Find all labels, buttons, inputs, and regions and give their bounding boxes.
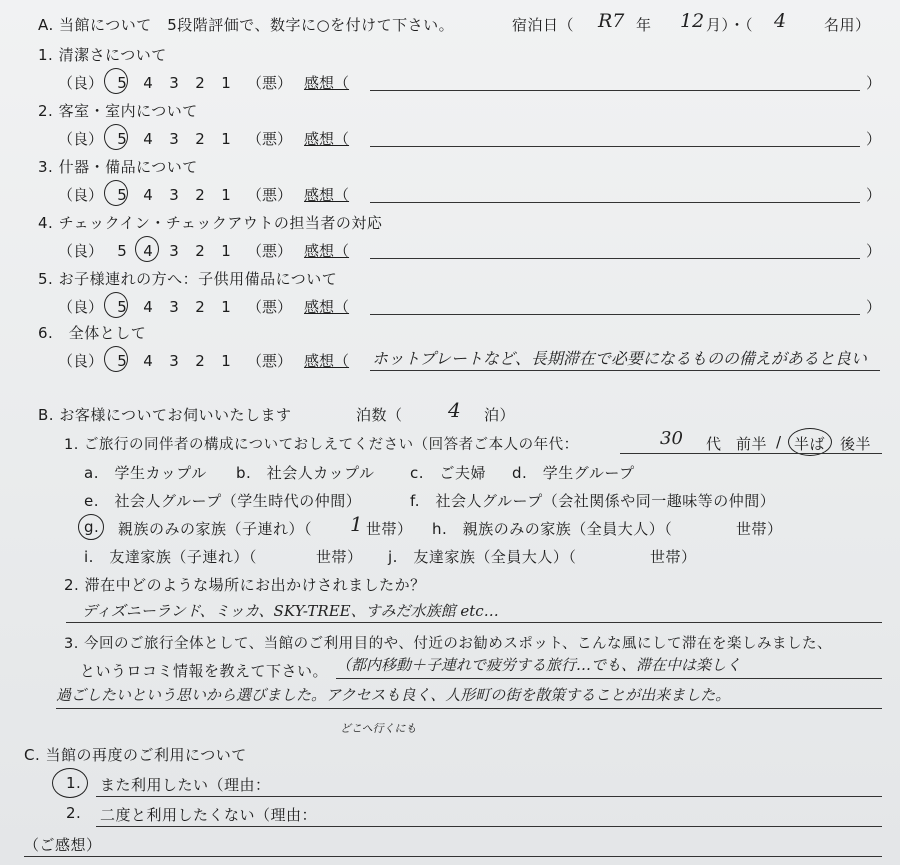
scale-5: 5 [117, 130, 127, 148]
option-g-count: 1 [350, 512, 363, 536]
option-2-num: 2. [66, 804, 82, 822]
scale-4: 4 [143, 242, 153, 260]
nights-value: 4 [448, 398, 461, 422]
q2-answer: ディズニーランド、ミッカ、SKY-TREE、すみだ水族館 etc… [82, 602, 499, 620]
stay-date-label: 宿泊日（ [512, 16, 575, 34]
bad-label: （悪） [247, 74, 293, 92]
q3-line-1 [336, 678, 882, 679]
option-j-setai: 世帯） [650, 548, 697, 566]
comment-line-1 [370, 90, 860, 91]
option-d: d. 学生グループ [512, 464, 635, 482]
reason-line-2 [96, 826, 882, 827]
bad-label: （悪） [247, 130, 293, 148]
q3-label-line1: 3. 今回のご旅行全体として、当館のご利用目的や、付近のお勧めスポット、こんな風にして滞在を楽しみました、 [64, 636, 833, 652]
age-line [620, 453, 882, 454]
section-a-heading: A. 当館について 5段階評価で、数字に○を付けて下さい。 [38, 16, 455, 34]
rating-row-2 [58, 128, 349, 149]
comment-line [24, 856, 882, 857]
option-f: f. 社会人グループ（会社関係や同一趣味等の仲間） [410, 492, 776, 510]
nights-suffix: 泊） [484, 406, 516, 424]
scale-4: 4 [143, 74, 153, 92]
scale-2: 2 [195, 74, 205, 92]
scale-1: 1 [221, 298, 231, 316]
selected-circle-3 [104, 180, 128, 206]
selected-circle-5 [104, 292, 128, 318]
scale-4: 4 [143, 130, 153, 148]
scale-5: 5 [117, 242, 127, 260]
scale-2: 2 [195, 242, 205, 260]
scale-5: 5 [117, 186, 127, 204]
option-1-circle [52, 768, 88, 798]
selected-circle-2 [104, 124, 128, 150]
good-label: （良） [58, 186, 104, 204]
year-label: 年 [636, 16, 652, 34]
scale-1: 1 [221, 186, 231, 204]
option-e: e. 社会人グループ（学生時代の仲間） [84, 492, 362, 510]
age-slash: / [776, 433, 782, 451]
q3-answer-line1: （都内移動＋子連れで疲労する旅行…でも、滞在中は楽しく [336, 656, 742, 674]
stay-month-value: 12 [680, 10, 705, 32]
close-paren: ） [866, 130, 882, 148]
impression-label: 感想（ [304, 298, 350, 316]
q2-line [66, 622, 882, 623]
bad-label: （悪） [247, 298, 293, 316]
option-h: h. 親族のみの家族（全員大人）（ [432, 520, 673, 538]
scale-4: 4 [143, 186, 153, 204]
close-paren: ） [866, 242, 882, 260]
item-1-title: 1. 清潔さについて [38, 46, 167, 64]
scale-3: 3 [169, 242, 179, 260]
scale-4: 4 [143, 352, 153, 370]
option-c: c. ご夫婦 [410, 464, 487, 482]
option-b: b. 社会人カップル [236, 464, 375, 482]
stay-people-value: 4 [774, 10, 787, 32]
section-b-heading: B. お客様についてお伺いいたします [38, 406, 292, 424]
option-g-text: 親族のみの家族（子連れ）（ [118, 520, 313, 538]
option-g-letter: g. [84, 518, 100, 536]
rating-row-3 [58, 184, 349, 205]
scale-3: 3 [169, 130, 179, 148]
item-4-title: 4. チェックイン・チェックアウトの担当者の対応 [38, 214, 383, 232]
option-i: i. 友達家族（子連れ）（ [84, 548, 257, 566]
scale-2: 2 [195, 298, 205, 316]
people-label: 名用） [824, 16, 871, 34]
good-label: （良） [58, 242, 104, 260]
scale-2: 2 [195, 352, 205, 370]
age-mid-label: 半ば [794, 435, 826, 453]
rating-row-4 [58, 240, 349, 261]
item-5-title: 5. お子様連れの方へ：子供用備品について [38, 270, 338, 288]
comment-label: （ご感想） [24, 836, 102, 854]
bad-label: （悪） [247, 186, 293, 204]
item-6-title: 6. 全体として [38, 324, 147, 342]
q1-label: 1. ご旅行の同伴者の構成についておしえてください（回答者ご本人の年代： [64, 437, 579, 453]
bad-label: （悪） [247, 242, 293, 260]
scale-3: 3 [169, 352, 179, 370]
option-2-text: 二度と利用したくない（理由： [100, 806, 318, 824]
good-label: （良） [58, 130, 104, 148]
good-label: （良） [58, 74, 104, 92]
scale-3: 3 [169, 298, 179, 316]
option-1-text: また利用したい（理由： [100, 776, 271, 794]
selected-circle-4 [135, 236, 159, 262]
scale-2: 2 [195, 130, 205, 148]
q3-line-2 [56, 708, 882, 709]
section-c-heading: C. 当館の再度のご利用について [24, 746, 247, 764]
scale-1: 1 [221, 242, 231, 260]
option-a: a. 学生カップル [84, 464, 207, 482]
scale-1: 1 [221, 352, 231, 370]
bad-label: （悪） [247, 352, 293, 370]
month-label: 月）・（ [706, 16, 754, 34]
reason-line-1 [96, 796, 882, 797]
option-h-setai: 世帯） [736, 520, 783, 538]
item-3-title: 3. 什器・備品について [38, 158, 198, 176]
age-mid-circle [788, 428, 832, 456]
q3-answer-line2: 過ごしたいという思いから選びました。アクセスも良く、人形町の街を散策することが出来ました。 [56, 686, 731, 704]
option-j: j. 友達家族（全員大人）（ [388, 548, 577, 566]
comment-line-3 [370, 202, 860, 203]
q3-insert-note: どこへ行くにも [340, 722, 417, 735]
option-g-setai: 世帯） [366, 520, 413, 538]
impression-label: 感想（ [304, 130, 350, 148]
good-label: （良） [58, 352, 104, 370]
overall-comment: ホットプレートなど、長期滞在で必要になるものの備えがあると良い [372, 349, 867, 368]
scale-5: 5 [117, 298, 127, 316]
scale-1: 1 [221, 74, 231, 92]
stay-year-value: R7 [598, 10, 625, 32]
comment-line-2 [370, 146, 860, 147]
impression-label: 感想（ [304, 242, 350, 260]
q3-label-line2: というロコミ情報を教えて下さい。 [80, 662, 329, 680]
scale-5: 5 [117, 352, 127, 370]
impression-label: 感想（ [304, 74, 350, 92]
close-paren: ） [866, 186, 882, 204]
good-label: （良） [58, 298, 104, 316]
age-late-label: 後半 [840, 435, 872, 453]
comment-line-6 [370, 370, 880, 371]
rating-row-1 [58, 72, 349, 93]
option-g-circle [78, 514, 104, 540]
scale-2: 2 [195, 186, 205, 204]
scale-3: 3 [169, 186, 179, 204]
option-i-setai: 世帯） [316, 548, 363, 566]
comment-line-5 [370, 314, 860, 315]
scale-1: 1 [221, 130, 231, 148]
age-dai-label: 代 [706, 435, 722, 453]
q2-label: 2. 滞在中どのような場所にお出かけされましたか？ [64, 576, 426, 594]
close-paren: ） [866, 74, 882, 92]
selected-circle-1 [104, 68, 128, 94]
close-paren: ） [866, 298, 882, 316]
option-1-num: 1. [66, 774, 82, 792]
impression-label: 感想（ [304, 352, 350, 370]
scale-5: 5 [117, 74, 127, 92]
rating-row-6 [58, 350, 349, 371]
age-early-label: 前半 [736, 435, 768, 453]
scale-3: 3 [169, 74, 179, 92]
age-value: 30 [660, 428, 683, 449]
impression-label: 感想（ [304, 186, 350, 204]
selected-circle-6 [104, 346, 128, 372]
scale-4: 4 [143, 298, 153, 316]
comment-line-4 [370, 258, 860, 259]
rating-row-5 [58, 296, 349, 317]
nights-label: 泊数（ [356, 406, 403, 424]
item-2-title: 2. 客室・室内について [38, 102, 198, 120]
